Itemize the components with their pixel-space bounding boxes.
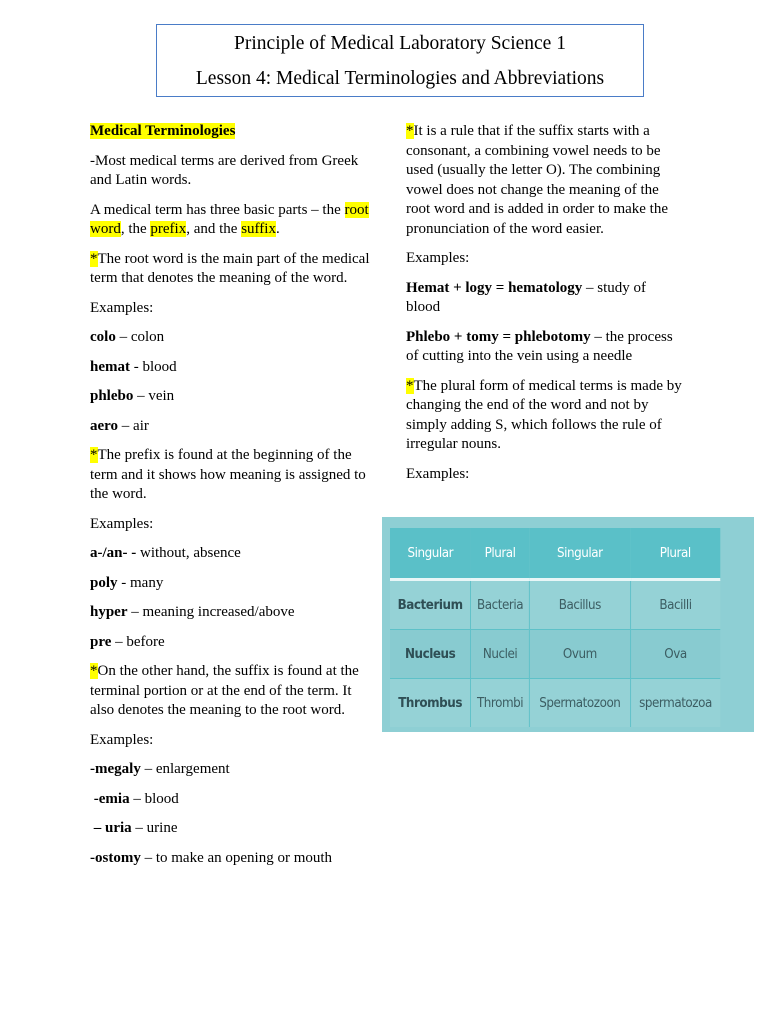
root-note: *The root word is the main part of the medical term that denotes the meaning of the word. — [90, 250, 370, 286]
table-cell: Bacilli — [630, 580, 720, 630]
plural-note: *The plural form of medical terms is made by changing the end of the word and not by simply adding S, which follows the rule of irregular nouns. — [406, 377, 682, 452]
table-cell: Ovum — [529, 630, 630, 679]
combining-vowel-note: *It is a rule that if the suffix starts with a consonant, a combining vowel needs to be used (usually the letter O). The combining vowel does not change the meaning of the root word and is added in order to make the pronunciation of the word easier. — [406, 123, 669, 237]
example-item: – uria – urine — [90, 820, 178, 836]
left-column — [90, 122, 370, 878]
table-cell: Nuclei — [471, 630, 530, 679]
asterisk-marker: * — [90, 447, 98, 463]
example-item: hemat - blood — [90, 358, 177, 375]
table-header: Singular — [390, 528, 471, 580]
table-row — [390, 679, 720, 728]
lesson-title-box — [156, 24, 644, 97]
example-item: Phlebo + tomy = phlebotomy – the process of cutting into the vein using a needle — [406, 328, 673, 364]
table-cell: spermatozoa — [630, 679, 720, 728]
table-cell: Ova — [630, 630, 720, 679]
table-header: Plural — [630, 528, 720, 580]
examples-label: Examples: — [406, 250, 470, 266]
table-header: Singular — [529, 528, 630, 580]
root-word-highlight: root word — [90, 201, 369, 237]
example-item: a-/an- - without, absence — [90, 545, 241, 561]
table-cell: Thrombi — [471, 679, 530, 728]
table-cell: Bacillus — [529, 580, 630, 630]
table-cell: Nucleus — [390, 630, 471, 679]
plural-table — [390, 528, 720, 727]
prefix-highlight: prefix — [150, 221, 187, 237]
lesson-title: Lesson 4: Medical Terminologies and Abbreviations — [195, 68, 605, 89]
suffix-note: *On the other hand, the suffix is found at the terminal portion or at the end of the term. It also denotes the meaning to the root word. — [90, 663, 359, 718]
table-cell: Bacterium — [390, 580, 471, 630]
table-cell: Thrombus — [390, 679, 471, 728]
plural-table-image — [382, 517, 754, 732]
prefix-note: *The prefix is found at the beginning of the term and it shows how meaning is assigned to the word. — [90, 447, 366, 502]
intro-text: -Most medical terms are derived from Greek and Latin words. — [90, 152, 359, 188]
examples-label: Examples: — [406, 465, 470, 482]
table-header-row — [390, 528, 720, 580]
example-item: poly - many — [90, 574, 164, 591]
examples-label: Examples: — [90, 515, 154, 532]
section-heading: Medical Terminologies — [90, 123, 236, 139]
course-title: Principle of Medical Laboratory Science 1 — [234, 33, 566, 54]
example-item: phlebo – vein — [90, 388, 175, 404]
example-item: pre – before — [90, 633, 165, 650]
example-item: -megaly – enlargement — [90, 761, 230, 777]
examples-label: Examples: — [90, 731, 154, 748]
table-cell: Bacteria — [471, 580, 530, 630]
three-parts-text: A medical term has three basic parts – the root word, the prefix, and the suffix. — [90, 201, 369, 237]
asterisk-marker: * — [90, 250, 98, 267]
example-item: colo – colon — [90, 329, 165, 345]
asterisk-marker: * — [90, 663, 98, 679]
example-item: aero – air — [90, 417, 149, 434]
examples-label: Examples: — [90, 299, 154, 316]
table-row — [390, 580, 720, 630]
right-column — [406, 122, 682, 494]
table-header: Plural — [471, 528, 530, 580]
table-row — [390, 630, 720, 679]
example-item: -ostomy – to make an opening or mouth — [90, 849, 333, 866]
asterisk-marker: * — [406, 123, 414, 139]
asterisk-marker: * — [406, 377, 414, 394]
example-item: hyper – meaning increased/above — [90, 604, 295, 620]
suffix-highlight: suffix — [241, 221, 276, 237]
example-item: Hemat + logy = hematology – study of blood — [406, 279, 646, 315]
table-cell: Spermatozoon — [529, 679, 630, 728]
example-item: -emia – blood — [90, 790, 179, 807]
